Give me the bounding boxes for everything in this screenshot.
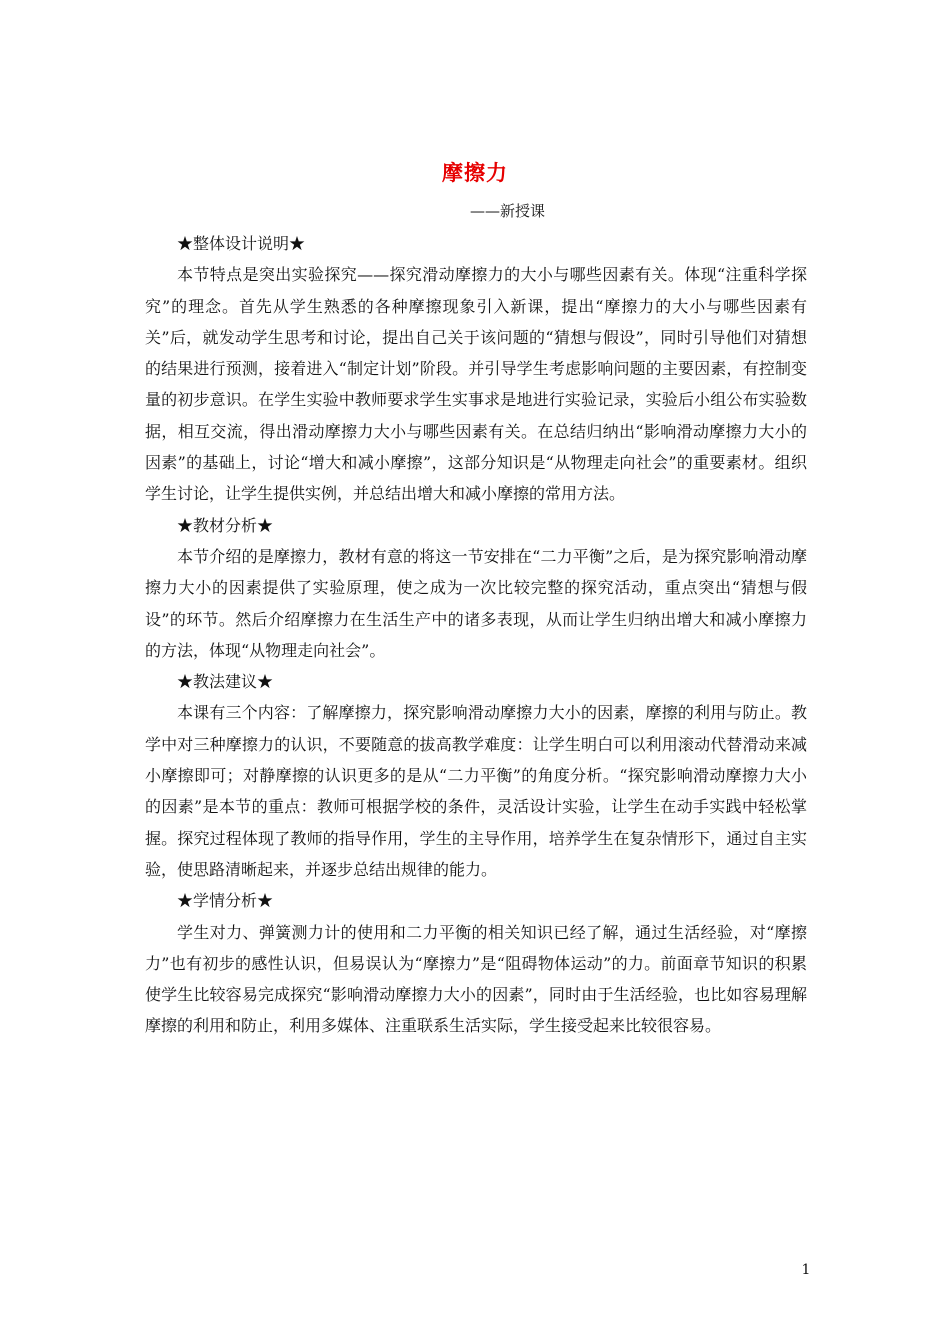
section-body-textbook-analysis: 本节介绍的是摩擦力，教材有意的将这一节安排在“二力平衡”之后，是为探究影响滑动摩擦力大小的因素提供了实验原理，使之成为一次比较完整的探究活动，重点突出“猜想与假设”的环节。然后介绍摩擦力在生活生产中的诸多表现，从而让学生归纳出增大和减小摩擦力的方法，体现“从物理走向社会”。 bbox=[145, 546, 807, 660]
section-heading-overall-design: ★整体设计说明★ bbox=[177, 234, 306, 253]
section-body-overall-design: 本节特点是突出实验探究——探究滑动摩擦力的大小与哪些因素有关。体现“注重科学探究”的理念。首先从学生熟悉的各种摩擦现象引入新课，提出“摩擦力的大小与哪些因素有关”后，就发动学生思考和讨论，提出自己关于该问题的“猜想与假设”，同时引导他们对猜想的结果进行预测，接着进入“制定计划”阶段。并引导学生考虑影响问题的主要因素，有控制变量的初步意识。在学生实验中教师要求学生实事求是地进行实验记录，实验后小组公布实验数据，相互交流，得出滑动摩擦力大小与哪些因素有关。在总结归纳出“影响滑动摩擦力大小的因素”的基础上，讨论“增大和减小摩擦”，这部分知识是“从物理走向社会”的重要素材。组织学生讨论，让学生提供实例，并总结出增大和减小摩擦的常用方法。 bbox=[145, 265, 807, 504]
section-body-student-analysis: 学生对力、弹簧测力计的使用和二力平衡的相关知识已经了解，通过生活经验，对“摩擦力”也有初步的感性认识，但易误认为“摩擦力”是“阻碍物体运动”的力。前面章节知识的积累使学生比较容易完成探究“影响滑动摩擦力大小的因素”，同时由于生活经验，也比如容易理解摩擦的利用和防止，利用多媒体、注重联系生活实际，学生接受起来比较很容易。 bbox=[145, 922, 807, 1036]
document-body bbox=[145, 228, 807, 1042]
section-heading-student-analysis: ★学情分析★ bbox=[177, 891, 274, 911]
section-heading-teaching-suggestions: ★教法建议★ bbox=[177, 672, 274, 692]
section-heading-textbook-analysis: ★教材分析★ bbox=[177, 515, 274, 535]
page-number: 1 bbox=[801, 1262, 811, 1278]
document-title: 摩擦力 bbox=[442, 160, 508, 185]
document-subtitle: ——新授课 bbox=[470, 202, 546, 220]
section-body-teaching-suggestions: 本课有三个内容：了解摩擦力，探究影响滑动摩擦力大小的因素，摩擦的利用与防止。教学中对三种摩擦力的认识，不要随意的拔高教学难度：让学生明白可以利用滚动代替滑动来减小摩擦即可；对静摩擦的认识更多的是从“二力平衡”的角度分析。“探究影响滑动摩擦力大小的因素”是本节的重点：教师可根据学校的条件，灵活设计实验，让学生在动手实践中轻松掌握。探究过程体现了教师的指导作用，学生的主导作用，培养学生在复杂情形下，通过自主实验，使思路清晰起来，并逐步总结出规律的能力。 bbox=[145, 703, 807, 879]
